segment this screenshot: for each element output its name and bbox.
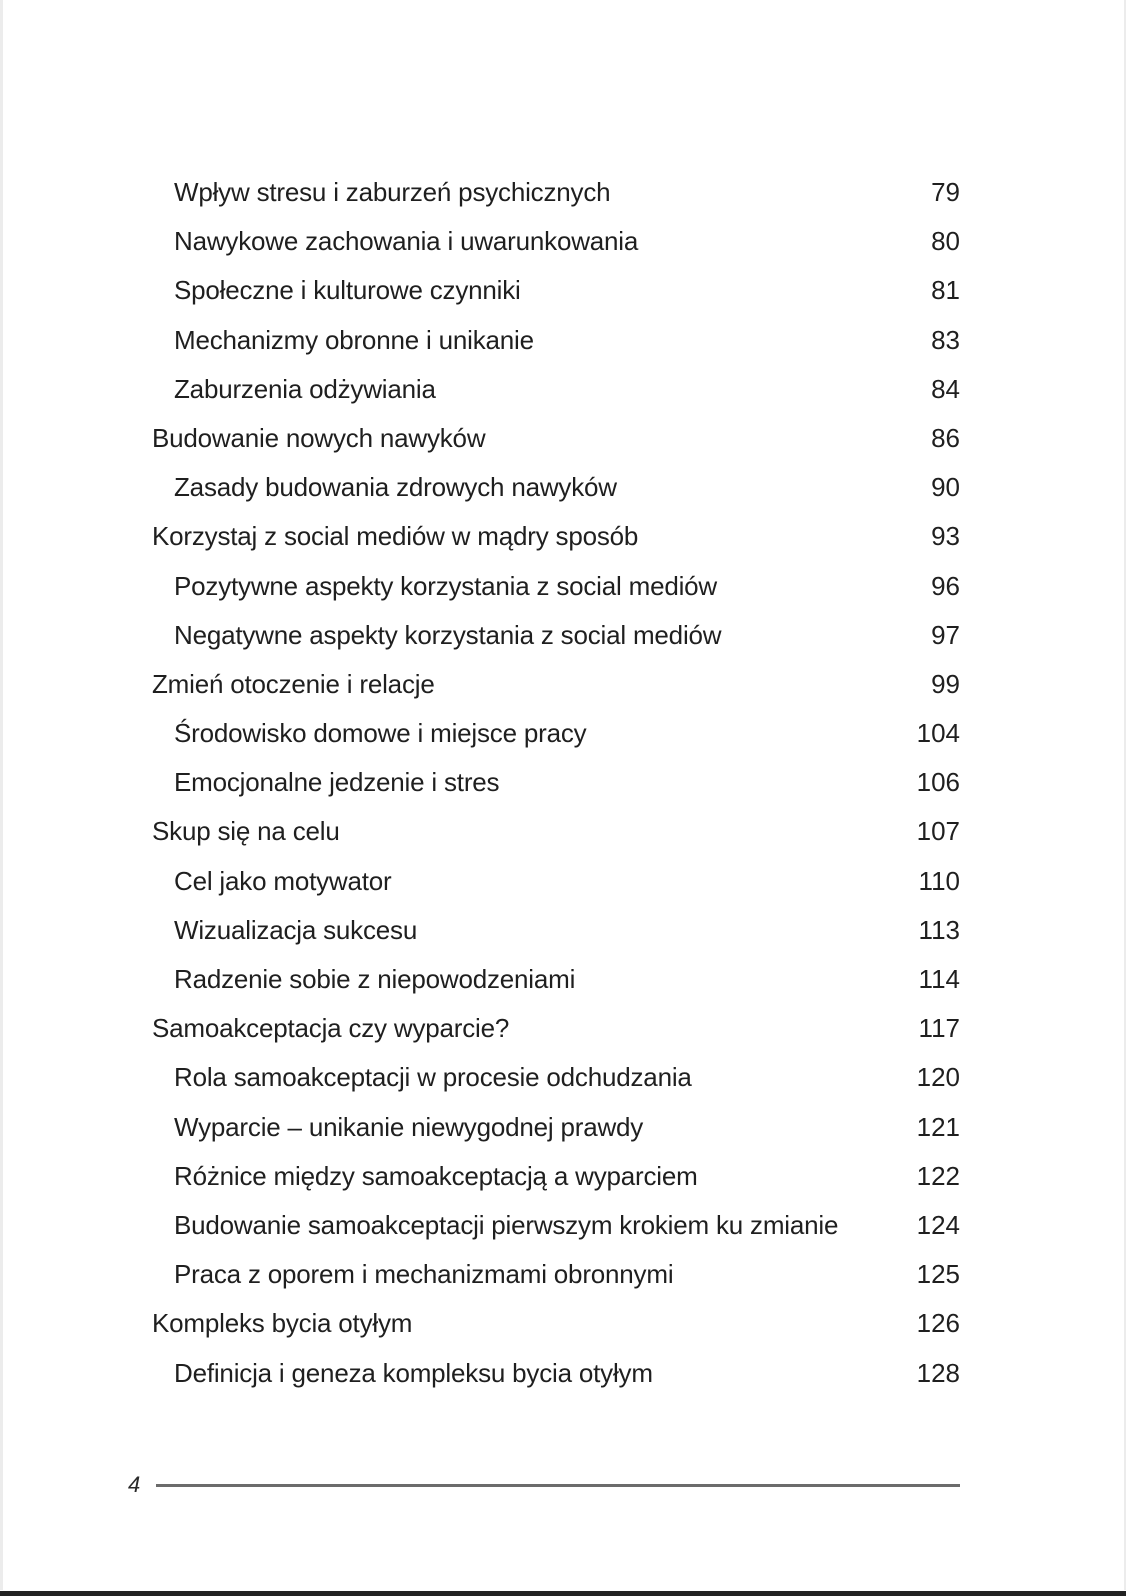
toc-entry-page: 114 <box>918 964 960 994</box>
toc-chapter[interactable] <box>152 660 960 709</box>
toc-entry-page: 104 <box>916 718 960 749</box>
page-number: 4 <box>128 1472 141 1497</box>
toc-entry-page: 113 <box>918 914 960 945</box>
toc-entry[interactable] <box>152 611 960 660</box>
toc-entry-title: Wpływ stresu i zaburzeń psychicznych <box>174 177 611 207</box>
toc-entry-title: Zmień otoczenie i relacje <box>152 668 435 699</box>
toc-entry[interactable] <box>152 1152 960 1201</box>
toc-entry-title: Kompleks bycia otyłym <box>152 1308 413 1339</box>
toc-entry-title: Nawykowe zachowania i uwarunkowania <box>174 226 639 257</box>
toc-entry[interactable] <box>152 1053 960 1102</box>
toc-entry-title: Emocjonalne jedzenie i stres <box>174 767 500 798</box>
page-left-edge <box>0 0 3 1590</box>
table-of-contents <box>152 168 960 1398</box>
toc-entry-title: Mechanizmy obronne i unikanie <box>174 324 534 355</box>
toc-chapter[interactable] <box>152 1299 960 1348</box>
toc-entry[interactable] <box>152 1349 960 1398</box>
toc-entry-title: Budowanie nowych nawyków <box>152 422 486 453</box>
toc-entry[interactable] <box>152 266 960 315</box>
toc-entry[interactable] <box>152 857 960 906</box>
toc-entry-title: Skup się na celu <box>152 816 340 847</box>
toc-entry-title: Rola samoakceptacji w procesie odchudzania <box>174 1062 692 1093</box>
toc-entry-page: 97 <box>931 619 960 650</box>
toc-entry-page: 124 <box>916 1209 960 1240</box>
toc-entry-page: 90 <box>931 472 960 503</box>
toc-entry[interactable] <box>152 709 960 758</box>
toc-entry-title: Zasady budowania zdrowych nawyków <box>174 472 617 503</box>
toc-entry-page: 84 <box>931 373 960 404</box>
toc-chapter[interactable] <box>152 512 960 561</box>
toc-entry-page: 96 <box>931 570 960 601</box>
toc-entry[interactable] <box>152 316 960 365</box>
toc-entry[interactable] <box>152 955 960 1004</box>
toc-entry-title: Środowisko domowe i miejsce pracy <box>174 718 587 749</box>
toc-entry-page: 79 <box>931 177 960 207</box>
toc-entry-page: 128 <box>916 1357 960 1388</box>
toc-entry[interactable] <box>152 1250 960 1299</box>
toc-entry[interactable] <box>152 562 960 611</box>
toc-entry-title: Negatywne aspekty korzystania z social mediów <box>174 619 722 650</box>
toc-entry[interactable] <box>152 217 960 266</box>
toc-entry-page: 126 <box>916 1308 960 1339</box>
toc-entry-title: Cel jako motywator <box>174 865 392 896</box>
toc-entry-page: 99 <box>931 668 960 699</box>
toc-entry[interactable] <box>152 168 960 217</box>
toc-entry-page: 125 <box>916 1259 960 1290</box>
toc-chapter[interactable] <box>152 807 960 856</box>
toc-entry-title: Społeczne i kulturowe czynniki <box>174 275 521 306</box>
toc-entry-title: Wyparcie – unikanie niewygodnej prawdy <box>174 1111 644 1142</box>
toc-entry-page: 110 <box>918 865 960 896</box>
toc-entry-page: 106 <box>916 767 960 798</box>
toc-entry-page: 122 <box>916 1160 960 1191</box>
toc-entry[interactable] <box>152 365 960 414</box>
toc-entry-page: 120 <box>916 1062 960 1093</box>
toc-entry-page: 93 <box>931 521 960 552</box>
toc-entry[interactable] <box>152 1103 960 1152</box>
toc-entry-title: Definicja i geneza kompleksu bycia otyłym <box>174 1357 653 1388</box>
toc-entry-page: 86 <box>931 422 960 453</box>
toc-entry-title: Samoakceptacja czy wyparcie? <box>152 1013 510 1044</box>
toc-entry-page: 83 <box>931 324 960 355</box>
toc-entry-page: 80 <box>931 226 960 257</box>
toc-entry-title: Budowanie samoakceptacji pierwszym krokiem ku zmianie <box>174 1209 839 1240</box>
toc-entry-title: Korzystaj z social mediów w mądry sposób <box>152 521 639 552</box>
toc-entry-title: Praca z oporem i mechanizmami obronnymi <box>174 1259 674 1290</box>
toc-entry-page: 117 <box>918 1013 960 1044</box>
toc-entry[interactable] <box>152 906 960 955</box>
footer-rule <box>156 1484 960 1487</box>
toc-entry[interactable] <box>152 758 960 807</box>
toc-entry[interactable] <box>152 1201 960 1250</box>
toc-entry-page: 81 <box>931 275 960 306</box>
toc-entry-page: 121 <box>916 1111 960 1142</box>
toc-entry-title: Radzenie sobie z niepowodzeniami <box>174 964 576 994</box>
toc-entry-page: 107 <box>916 816 960 847</box>
bottom-bar <box>0 1591 1126 1596</box>
toc-chapter[interactable] <box>152 1004 960 1053</box>
toc-entry-title: Wizualizacja sukcesu <box>174 914 418 945</box>
toc-entry-title: Pozytywne aspekty korzystania z social mediów <box>174 570 718 601</box>
toc-entry-title: Zaburzenia odżywiania <box>174 373 436 404</box>
toc-entry[interactable] <box>152 463 960 512</box>
toc-entry-title: Różnice między samoakceptacją a wyparciem <box>174 1160 698 1191</box>
toc-chapter[interactable] <box>152 414 960 463</box>
